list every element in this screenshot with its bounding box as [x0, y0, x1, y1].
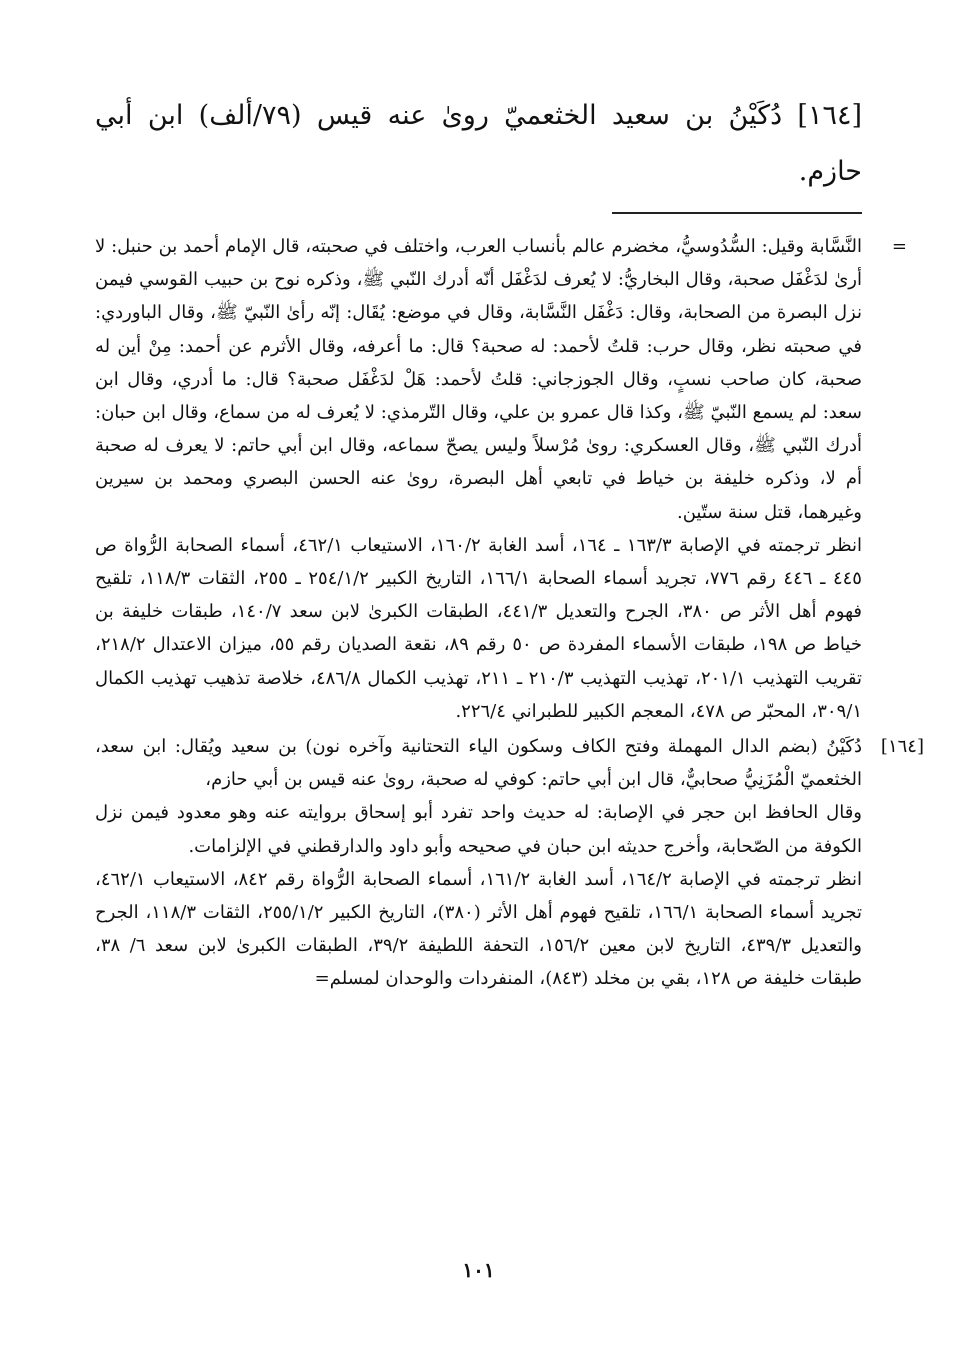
footnote-entry	[95, 730, 924, 996]
footnote-entry-text: دُكَيْنُ (بضم الدال المهملة وفتح الكاف وسكون الياء التحتانية وآخره نون) بن سعيد ويُقال: ابن سعد، الخثعميّ الْمُزَنِيُّ صحابيٌّ، قال ابن أبي حاتم: كوفي له صحبة، روىٰ عنه قيس بن أبي حازم،	[95, 736, 862, 791]
page-number: ١٠١	[462, 1258, 495, 1282]
continuation-references: انظر ترجمته في الإصابة ١٦٣/٣ ـ ١٦٤، أسد الغابة ١٦٠/٢، الاستيعاب ٤٦٢/١، أسماء الصحابة الرُّواة ص ٤٤٥ ـ ٤٤٦ رقم ٧٧٦، تجريد أسماء الصحابة ١٦٦/١، التاريخ الكبير ٢٥٤/١/٢ ـ ٢٥٥، الثقات ١١٨/٣، تلقيح فهوم أهل الأثر ص ٣٨٠، الجرح والتعديل ٤٤١/٣، الطبقات الكبرىٰ لابن سعد ١٤٠/٧، طبقات خليفة بن خياط ص ١٩٨، طبقات الأسماء المفردة ص ٥٠ رقم ٨٩، نقعة الصديان رقم ٥٥، ميزان الاعتدال ٢١٨/٢، تقريب التهذيب ٢٠١/١، تهذيب التهذيب ٢١٠/٣ ـ ٢١١، تهذيب الكمال ٤٨٦/٨، خلاصة تذهيب تهذيب الكمال ٣٠٩/١، المحبّر ص ٤٧٨، المعجم الكبير للطبراني ٢٢٦/٤.	[95, 534, 863, 722]
main-entry: [١٦٤] دُكَيْنُ بن سعيد الخثعميّ روىٰ عنه قيس (٧٩/ألف) ابن أبي حازم.	[95, 100, 862, 187]
footnote-continuation	[95, 230, 907, 728]
main-text	[95, 88, 862, 200]
references-text: انظر ترجمته في الإصابة ١٦٤/٢، أسد الغابة ١٦١/٢، أسماء الصحابة الرُّواة رقم ٨٤٢، الاستيعاب ٤٦٢/١، تجريد أسماء الصحابة ١٦٦/١، تلقيح فهوم أهل الأثر (٣٨٠)، التاريخ الكبير ٢٥٥/١/٢، الثقات ١١٨/٣، الجرح والتعديل ٤٣٩/٣، التاريخ لابن معين ١٥٦/٢، التحفة اللطيفة ٣٩/٢، الطبقات الكبرىٰ لابن سعد ٦/ ٣٨، طبقات خليفة ص ١٢٨، بقي بن مخلد (٨٤٣)، المنفردات والوحدان لمسلم	[95, 868, 863, 990]
footnote-entry-number: [١٦٤]	[880, 736, 924, 758]
continuation-text: النَّسَّابة وقيل: السُّدُوسيُّ، مخضرم عالم بأنساب العرب، واختلف في صحبته، قال الإمام أحمد بن حنبل: لا أرىٰ لدَغْفَل صحبة، وقال البخاريُّ: لا يُعرف لدَغْفَل أنّه أدرك النّبي ﷺ، وذكره نوح بن حبيب القوسي فيمن نزل البصرة من الصحابة، وقال: دَغْفَل النَّسَّابة، وقال في موضع: يُقَال: إنّه رأىٰ النّبيّ ﷺ، وقال الباوردي: في صحبته نظر، وقال حرب: قلتُ لأحمد: له صحبة؟ قال: ما أعرفه، وقال الأثرم عن أحمد: مِنْ أين له صحبة، كان صاحب نسبٍ، وقال الجوزجاني: قلتُ لأحمد: هَلْ لدَغْفَل صحبة؟ قال: ما أدري، وقال ابن سعد: لم يسمع النّبيّ ﷺ، وكذا قال عمرو بن علي، وقال التّرمذي: لا يُعرف له من سماع، وقال ابن حبان: أدرك النّبي ﷺ، وقال العسكري: روىٰ مُرْسلاً وليس يصحّ سماعه، وقال ابن أبي حاتم: لا يعرف له صحبة أم لا، وذكره خليفة بن خياط في تابعي أهل البصرة، روىٰ عنه الحسن البصري ومحمد بن سيرين وغيرهما، قتل سنة ستّين.	[95, 236, 862, 523]
footnote-hafiz-note: وقال الحافظ ابن حجر في الإصابة: له حديث واحد تفرد أبو إسحاق بروايته عنه وهو معدود فيمن نزل الكوفة من الصّحابة، وأخرج حديثه ابن حبان في صحيحه وأبو داود والدارقطني في الإلزامات.	[95, 802, 862, 857]
end-continuation-mark: =	[314, 968, 330, 990]
continuation-mark: =	[891, 236, 907, 257]
footnotes	[95, 230, 924, 996]
footnote-entry-references	[95, 863, 862, 996]
footnote-separator	[612, 212, 862, 214]
